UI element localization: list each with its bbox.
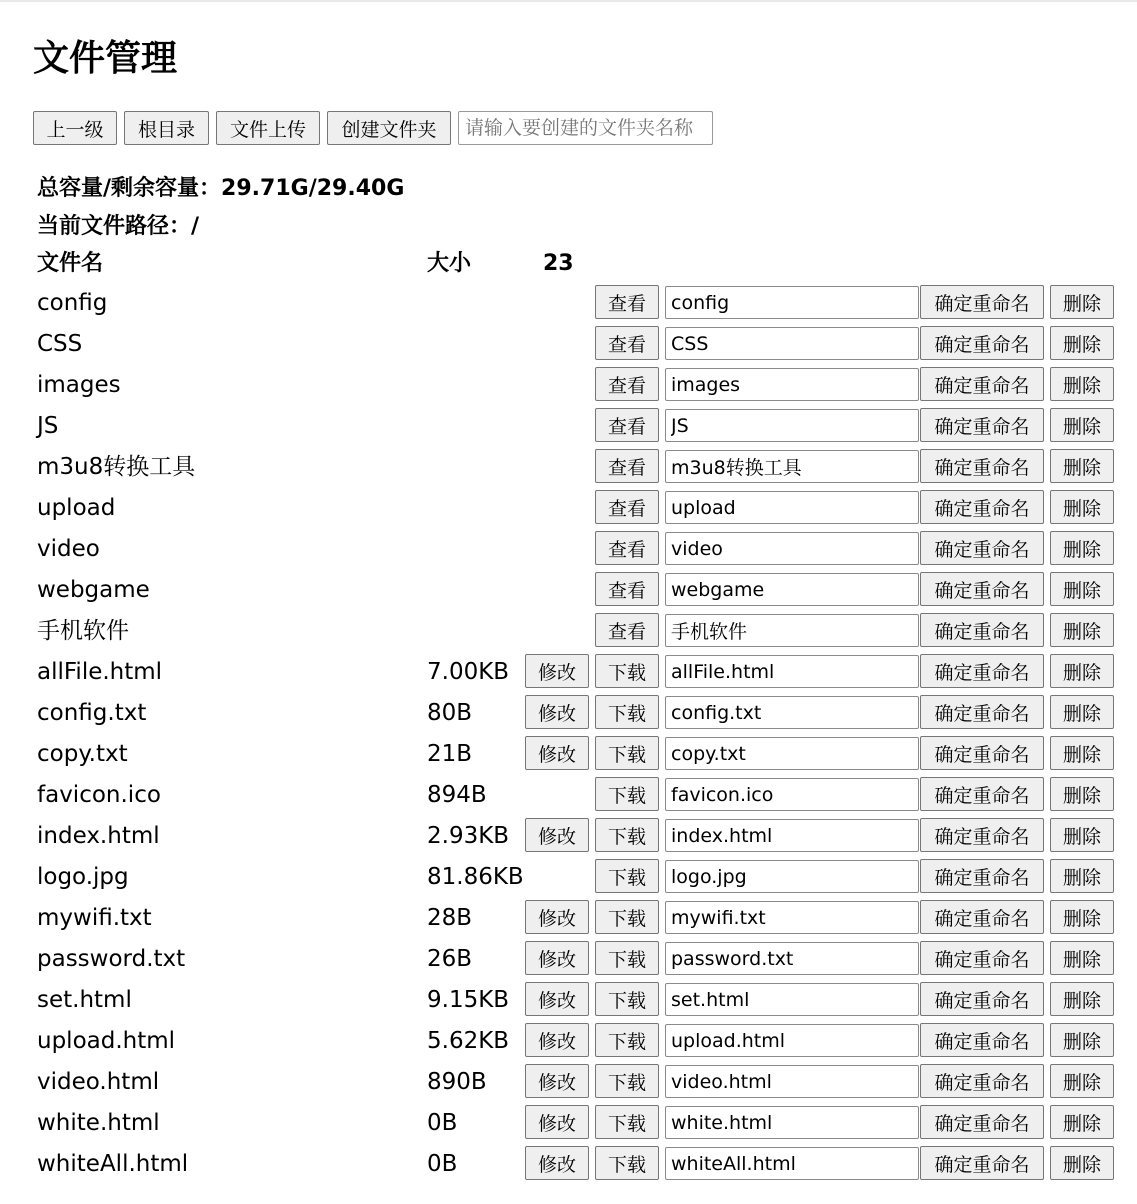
edit-button[interactable]: 修改	[525, 695, 589, 729]
confirm-rename-button[interactable]: 确定重命名	[920, 777, 1044, 811]
rename-input[interactable]	[665, 1065, 919, 1098]
table-row	[0, 406, 1137, 447]
delete-button[interactable]: 删除	[1050, 1105, 1114, 1139]
file-list	[0, 283, 1137, 1185]
file-size: 7.00KB	[427, 659, 510, 685]
path-label: 当前文件路径：	[37, 214, 192, 239]
view-button[interactable]: 查看	[595, 490, 659, 524]
table-row	[0, 283, 1137, 324]
rename-input[interactable]	[665, 532, 919, 565]
delete-button[interactable]: 删除	[1050, 982, 1114, 1016]
confirm-rename-button[interactable]: 确定重命名	[920, 1105, 1044, 1139]
delete-button[interactable]: 删除	[1050, 941, 1114, 975]
confirm-rename-button[interactable]: 确定重命名	[920, 818, 1044, 852]
table-row	[0, 734, 1137, 775]
rename-input[interactable]	[665, 1024, 919, 1057]
view-button[interactable]: 查看	[595, 408, 659, 442]
file-name: upload	[37, 495, 116, 521]
rename-input[interactable]	[665, 327, 919, 360]
rename-input[interactable]	[665, 286, 919, 319]
download-button[interactable]: 下载	[595, 941, 659, 975]
rename-input[interactable]	[665, 614, 919, 647]
table-row	[0, 365, 1137, 406]
edit-button[interactable]: 修改	[525, 1064, 589, 1098]
file-name: images	[37, 372, 121, 398]
rename-input[interactable]	[665, 1106, 919, 1139]
current-path-info	[37, 212, 199, 242]
rename-input[interactable]	[665, 983, 919, 1016]
download-button[interactable]: 下载	[595, 1105, 659, 1139]
column-header-name: 文件名	[37, 251, 104, 276]
path-value: /	[191, 214, 200, 239]
file-size: 26B	[427, 946, 473, 972]
file-name: webgame	[37, 577, 150, 603]
file-size: 890B	[427, 1069, 487, 1095]
confirm-rename-button[interactable]: 确定重命名	[920, 982, 1044, 1016]
up-level-button[interactable]: 上一级	[33, 111, 117, 145]
file-name: password.txt	[37, 946, 186, 972]
file-name: index.html	[37, 823, 160, 849]
table-row	[0, 1103, 1137, 1144]
delete-button[interactable]: 删除	[1050, 654, 1114, 688]
rename-input[interactable]	[665, 573, 919, 606]
column-header-size: 大小	[427, 251, 472, 276]
capacity-label: 总容量/剩余容量：	[37, 176, 222, 201]
table-row	[0, 1021, 1137, 1062]
confirm-rename-button[interactable]: 确定重命名	[920, 367, 1044, 401]
delete-button[interactable]: 删除	[1050, 695, 1114, 729]
delete-button[interactable]: 删除	[1050, 367, 1114, 401]
table-row	[0, 488, 1137, 529]
download-button[interactable]: 下载	[595, 1023, 659, 1057]
rename-input[interactable]	[665, 450, 919, 483]
file-name: mywifi.txt	[37, 905, 152, 931]
delete-button[interactable]: 删除	[1050, 736, 1114, 770]
view-button[interactable]: 查看	[595, 613, 659, 647]
root-dir-button[interactable]: 根目录	[124, 111, 209, 145]
confirm-rename-button[interactable]: 确定重命名	[920, 1023, 1044, 1057]
confirm-rename-button[interactable]: 确定重命名	[920, 736, 1044, 770]
top-border	[0, 0, 1137, 2]
edit-button[interactable]: 修改	[525, 1146, 589, 1180]
rename-input[interactable]	[665, 901, 919, 934]
file-upload-button[interactable]: 文件上传	[216, 111, 320, 145]
delete-button[interactable]: 删除	[1050, 490, 1114, 524]
delete-button[interactable]: 删除	[1050, 449, 1114, 483]
delete-button[interactable]: 删除	[1050, 859, 1114, 893]
view-button[interactable]: 查看	[595, 285, 659, 319]
delete-button[interactable]: 删除	[1050, 1064, 1114, 1098]
view-button[interactable]: 查看	[595, 449, 659, 483]
confirm-rename-button[interactable]: 确定重命名	[920, 408, 1044, 442]
table-row	[0, 939, 1137, 980]
download-button[interactable]: 下载	[595, 695, 659, 729]
file-size: 28B	[427, 905, 473, 931]
download-button[interactable]: 下载	[595, 859, 659, 893]
table-header	[0, 249, 1137, 279]
file-name: video	[37, 536, 100, 562]
edit-button[interactable]: 修改	[525, 736, 589, 770]
file-size: 5.62KB	[427, 1028, 510, 1054]
rename-input[interactable]	[665, 860, 919, 893]
confirm-rename-button[interactable]: 确定重命名	[920, 490, 1044, 524]
file-name: m3u8转换工具	[37, 454, 196, 480]
view-button[interactable]: 查看	[595, 326, 659, 360]
page-title: 文件管理	[33, 38, 178, 79]
edit-button[interactable]: 修改	[525, 941, 589, 975]
file-size: 0B	[427, 1110, 458, 1136]
table-row	[0, 693, 1137, 734]
confirm-rename-button[interactable]: 确定重命名	[920, 859, 1044, 893]
delete-button[interactable]: 删除	[1050, 408, 1114, 442]
download-button[interactable]: 下载	[595, 1146, 659, 1180]
table-row	[0, 816, 1137, 857]
create-folder-button[interactable]: 创建文件夹	[327, 111, 451, 145]
rename-input[interactable]	[665, 819, 919, 852]
file-size: 2.93KB	[427, 823, 510, 849]
confirm-rename-button[interactable]: 确定重命名	[920, 613, 1044, 647]
folder-name-input[interactable]	[458, 111, 713, 145]
delete-button[interactable]: 删除	[1050, 572, 1114, 606]
download-button[interactable]: 下载	[595, 900, 659, 934]
rename-input[interactable]	[665, 778, 919, 811]
table-row	[0, 1144, 1137, 1185]
edit-button[interactable]: 修改	[525, 654, 589, 688]
table-row	[0, 898, 1137, 939]
confirm-rename-button[interactable]: 确定重命名	[920, 695, 1044, 729]
confirm-rename-button[interactable]: 确定重命名	[920, 900, 1044, 934]
delete-button[interactable]: 删除	[1050, 900, 1114, 934]
table-row	[0, 775, 1137, 816]
download-button[interactable]: 下载	[595, 654, 659, 688]
rename-input[interactable]	[665, 1147, 919, 1180]
delete-button[interactable]: 删除	[1050, 285, 1114, 319]
file-size: 894B	[427, 782, 487, 808]
file-name: config.txt	[37, 700, 147, 726]
rename-input[interactable]	[665, 696, 919, 729]
file-size: 21B	[427, 741, 473, 767]
delete-button[interactable]: 删除	[1050, 818, 1114, 852]
table-row	[0, 570, 1137, 611]
rename-input[interactable]	[665, 655, 919, 688]
confirm-rename-button[interactable]: 确定重命名	[920, 1146, 1044, 1180]
rename-input[interactable]	[665, 737, 919, 770]
rename-input[interactable]	[665, 942, 919, 975]
edit-button[interactable]: 修改	[525, 818, 589, 852]
file-name: config	[37, 290, 108, 316]
confirm-rename-button[interactable]: 确定重命名	[920, 1064, 1044, 1098]
file-name: whiteAll.html	[37, 1151, 189, 1177]
confirm-rename-button[interactable]: 确定重命名	[920, 654, 1044, 688]
file-size: 80B	[427, 700, 473, 726]
file-name: white.html	[37, 1110, 160, 1136]
delete-button[interactable]: 删除	[1050, 531, 1114, 565]
file-name: favicon.ico	[37, 782, 161, 808]
rename-input[interactable]	[665, 368, 919, 401]
file-size: 81.86KB	[427, 864, 524, 890]
table-row	[0, 529, 1137, 570]
delete-button[interactable]: 删除	[1050, 1023, 1114, 1057]
file-name: video.html	[37, 1069, 160, 1095]
table-row	[0, 447, 1137, 488]
delete-button[interactable]: 删除	[1050, 613, 1114, 647]
table-row	[0, 652, 1137, 693]
rename-input[interactable]	[665, 409, 919, 442]
confirm-rename-button[interactable]: 确定重命名	[920, 285, 1044, 319]
confirm-rename-button[interactable]: 确定重命名	[920, 326, 1044, 360]
delete-button[interactable]: 删除	[1050, 1146, 1114, 1180]
capacity-info	[37, 174, 404, 204]
file-name: logo.jpg	[37, 864, 129, 890]
file-count: 23	[543, 251, 574, 276]
table-row	[0, 1062, 1137, 1103]
view-button[interactable]: 查看	[595, 531, 659, 565]
download-button[interactable]: 下载	[595, 818, 659, 852]
confirm-rename-button[interactable]: 确定重命名	[920, 572, 1044, 606]
file-size: 9.15KB	[427, 987, 510, 1013]
file-name: allFile.html	[37, 659, 163, 685]
download-button[interactable]: 下载	[595, 777, 659, 811]
confirm-rename-button[interactable]: 确定重命名	[920, 941, 1044, 975]
edit-button[interactable]: 修改	[525, 900, 589, 934]
file-size: 0B	[427, 1151, 458, 1177]
capacity-value: 29.71G/29.40G	[221, 176, 405, 201]
table-row	[0, 324, 1137, 365]
view-button[interactable]: 查看	[595, 572, 659, 606]
file-name: JS	[37, 413, 59, 439]
delete-button[interactable]: 删除	[1050, 326, 1114, 360]
confirm-rename-button[interactable]: 确定重命名	[920, 531, 1044, 565]
file-name: 手机软件	[37, 618, 129, 644]
edit-button[interactable]: 修改	[525, 982, 589, 1016]
table-row	[0, 980, 1137, 1021]
view-button[interactable]: 查看	[595, 367, 659, 401]
toolbar	[33, 111, 713, 145]
table-row	[0, 857, 1137, 898]
file-name: CSS	[37, 331, 83, 357]
delete-button[interactable]: 删除	[1050, 777, 1114, 811]
edit-button[interactable]: 修改	[525, 1105, 589, 1139]
file-name: set.html	[37, 987, 132, 1013]
download-button[interactable]: 下载	[595, 736, 659, 770]
table-row	[0, 611, 1137, 652]
file-name: copy.txt	[37, 741, 128, 767]
download-button[interactable]: 下载	[595, 982, 659, 1016]
download-button[interactable]: 下载	[595, 1064, 659, 1098]
rename-input[interactable]	[665, 491, 919, 524]
confirm-rename-button[interactable]: 确定重命名	[920, 449, 1044, 483]
edit-button[interactable]: 修改	[525, 1023, 589, 1057]
file-name: upload.html	[37, 1028, 176, 1054]
